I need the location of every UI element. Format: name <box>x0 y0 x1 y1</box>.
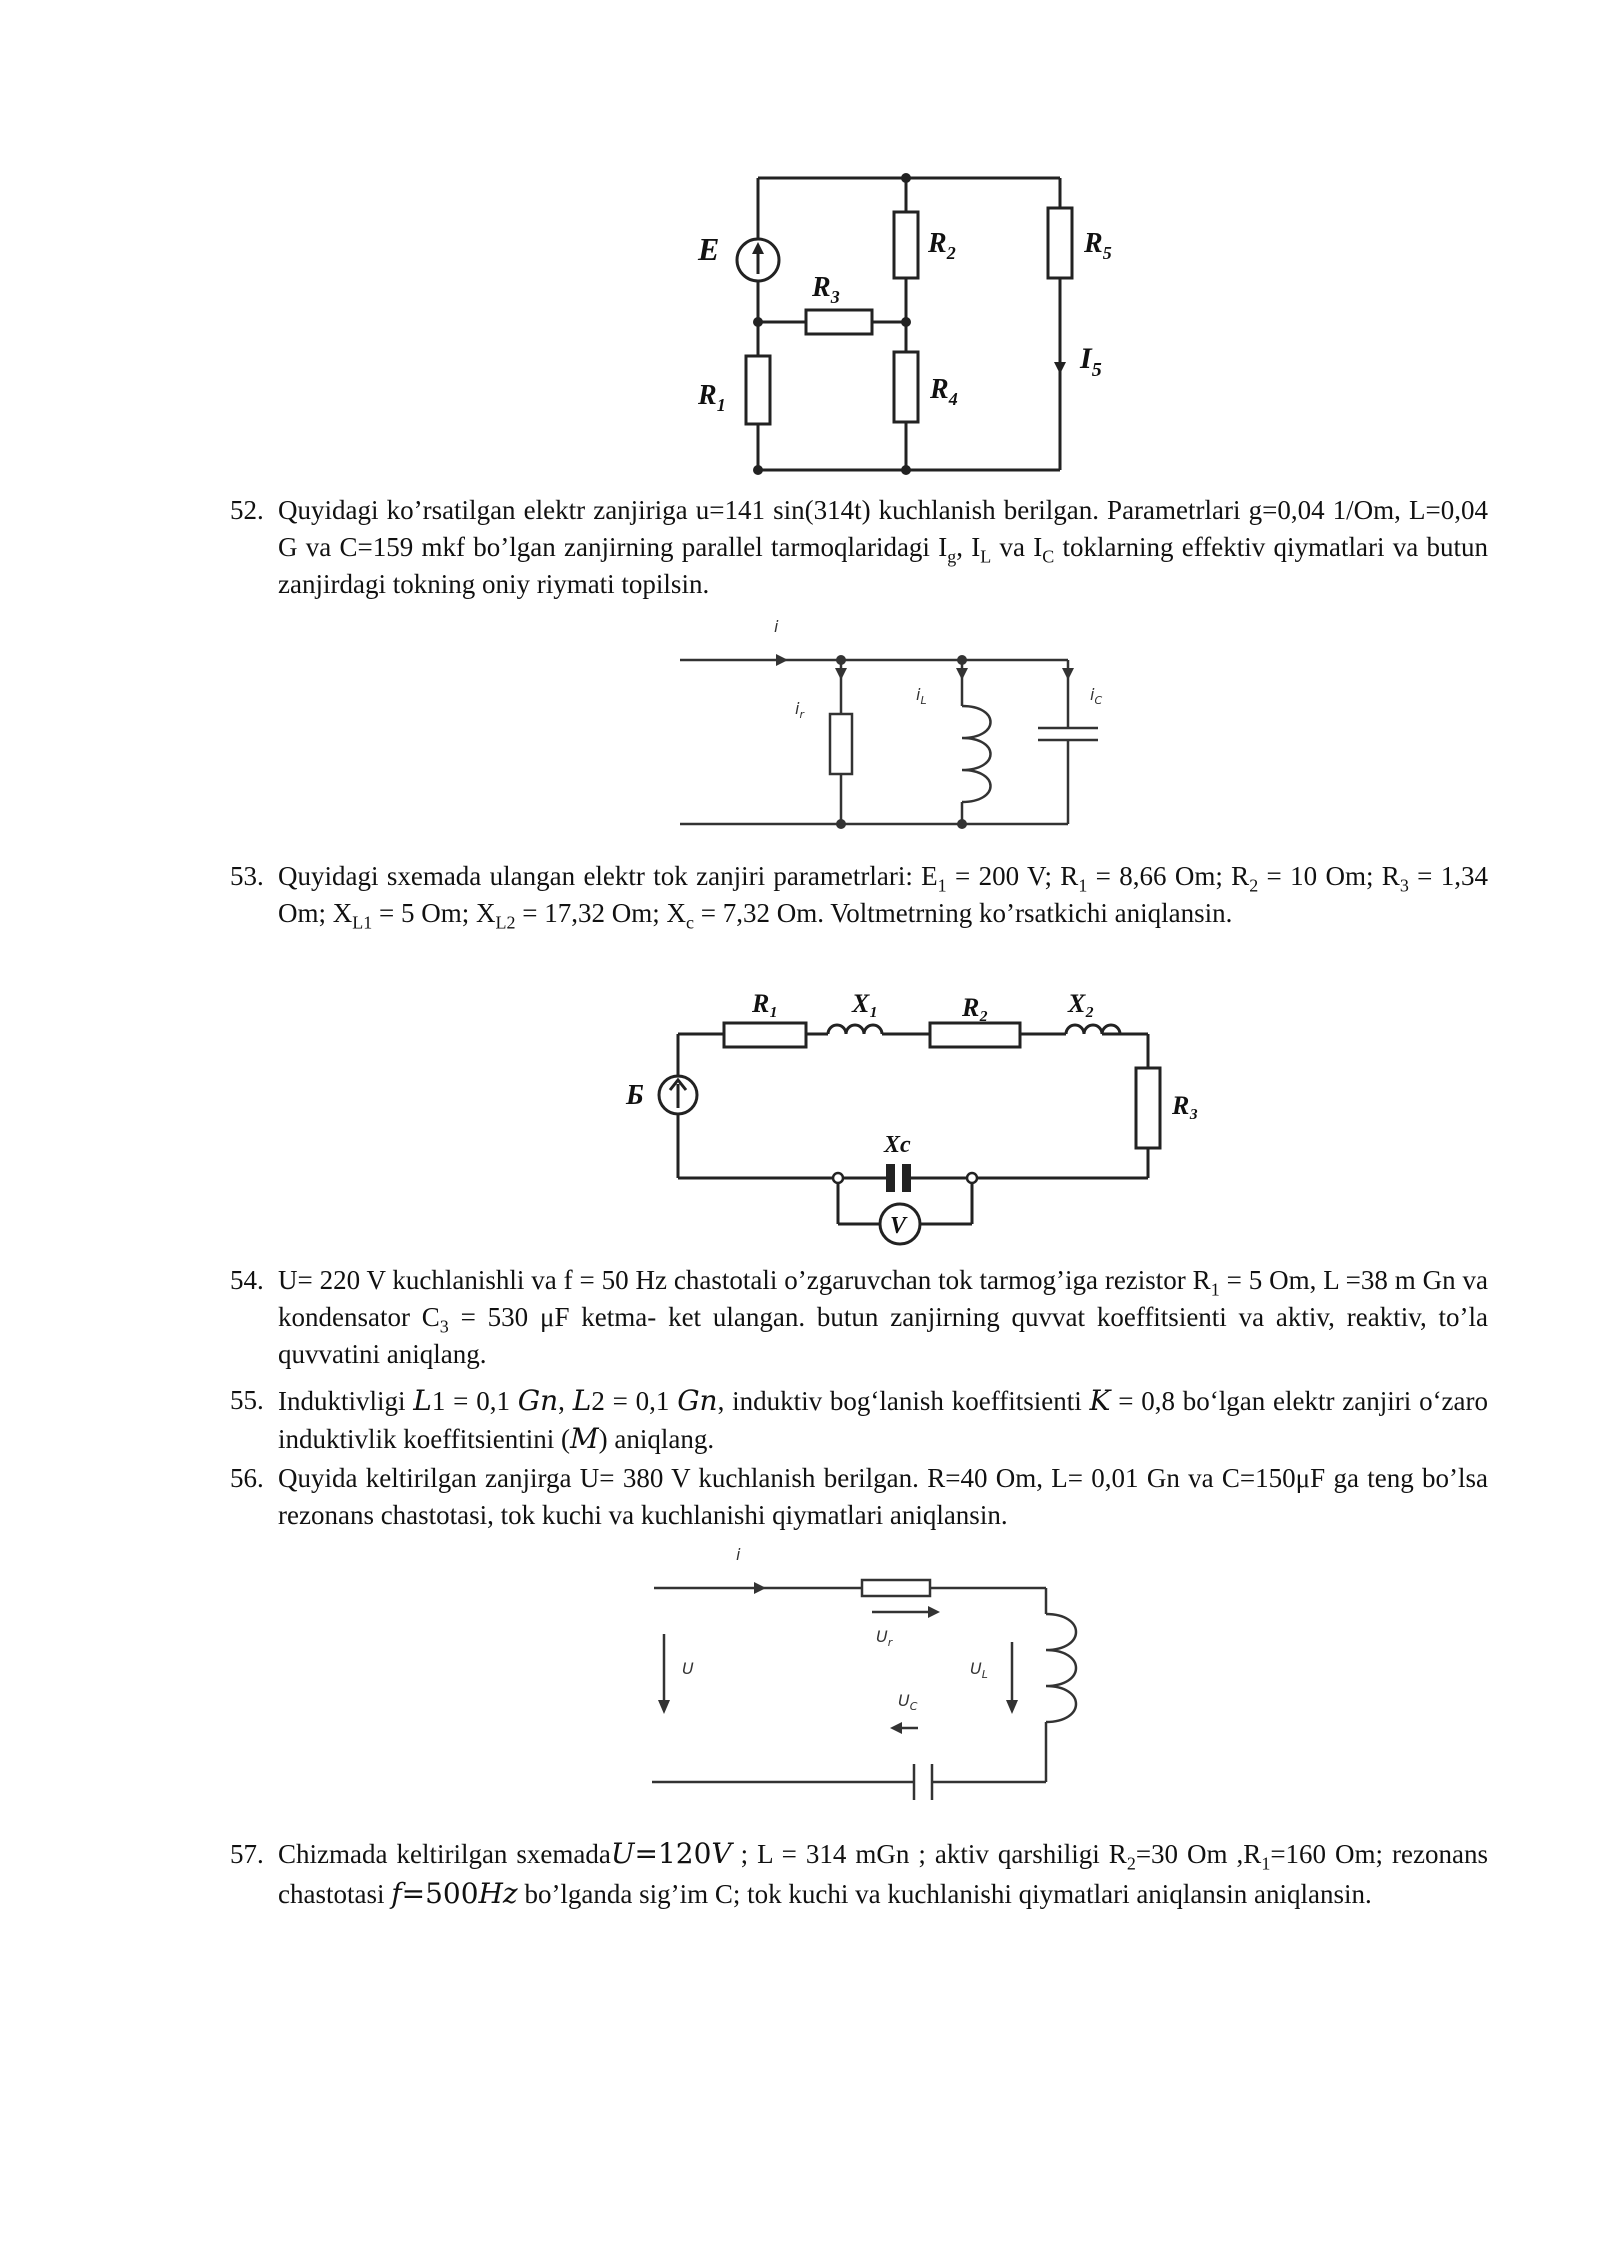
resistor-r3 <box>806 310 872 334</box>
problem-text: Induktivligi L1 = 0,1 Gn, L2 = 0,1 Gn, induktiv bog‘lanish koeffitsienti K = 0,8 bo‘lgan elektr zanjiri o‘zaro induktivlik koeffitsientini (M) aniqlang. <box>278 1384 1489 1455</box>
label-voltmeter: V <box>890 1213 907 1239</box>
label-r2: $R_2$ <box>928 228 956 263</box>
label-r3: $R_3$ <box>812 272 840 307</box>
label-e: E <box>698 231 720 267</box>
problem-55 <box>230 1382 1488 1458</box>
problem-text: U= 220 V kuchlanishli va f = 50 Hz chastotali o’zgaruvchan tok tarmog’iga rezistor $R_1 = 5$ Om, L =38 m Gn va kondensator $C_3 = 530$ μF ketma- ket ulangan. butun zanjirning quvvat koeffitsienti va aktiv, reaktiv, to’la quvvatini aniqlang. <box>278 1265 1488 1369</box>
problem-text: Chizmada keltirilgan sxemadaU=120V ; L = 314 mGn ; aktiv qarshiligi $R_2=30$ Om $,R_1=160$ Om; rezonans chastotasi f=500Hz bo’lganda sig’im C; tok kuchi va kuchlanishi qiymatlari aniqlansin aniqlansin. <box>278 1837 1488 1910</box>
problem-52 <box>230 492 1488 603</box>
problem-57 <box>230 1834 1488 1914</box>
problem-54 <box>230 1262 1488 1373</box>
label-source: Б <box>626 1080 644 1111</box>
resistor-r5 <box>1048 208 1072 278</box>
label-ir: $i_r$ <box>795 699 804 721</box>
label-r2: R₂ <box>962 993 989 1022</box>
resistor-g <box>830 714 852 774</box>
circuit-figure-2 <box>670 610 1140 840</box>
problem-53 <box>230 858 1488 932</box>
label-r1: $R_1$ <box>698 380 726 415</box>
problem-text: Quyidagi sxemada ulangan elektr tok zanjiri parametrlari: $E_1 = 200$ V; $R_1 = 8,66$ Om; $R_2 = 10$ Om; $R_3 = 1,34$ Om; $X_{L1} = 5$ Om; $X_{L2} = 17,32$ Om; $X_c = 7,32$ Om. Voltmetrning ko’rsatkichi aniqlansin. <box>278 861 1488 933</box>
label-il: $i_L$ <box>916 685 927 707</box>
circuit-figure-3 <box>620 990 1220 1260</box>
label-r3: R₃ <box>1172 1091 1199 1120</box>
label-ul: $U_L$ <box>970 1659 988 1681</box>
problem-number: 53. <box>230 861 264 891</box>
circuit-figure-4 <box>640 1542 1100 1822</box>
problem-number: 52. <box>230 495 264 525</box>
problem-number: 56. <box>230 1463 264 1493</box>
problem-number: 55. <box>230 1385 264 1415</box>
problem-text: Quyida keltirilgan zanjirga U= 380 V kuchlanish berilgan. R=40 Om, L= 0,01 Gn va C=150μF ga teng bo’lsa rezonans chastotasi, tok kuchi va kuchlanishi qiymatlari aniqlansin. <box>278 1463 1488 1530</box>
label-r1: R₁ <box>752 989 779 1018</box>
label-r4: $R_4$ <box>930 374 958 409</box>
resistor-r3 <box>1136 1068 1160 1148</box>
resistor-r1 <box>746 356 770 424</box>
resistor-r1 <box>724 1023 806 1047</box>
current-arrow-icon <box>1054 362 1066 374</box>
label-i: i <box>774 617 779 636</box>
label-ic: $i_C$ <box>1090 685 1103 707</box>
problem-56 <box>230 1460 1488 1534</box>
label-r5: $R_5$ <box>1084 228 1112 263</box>
problem-number: 57. <box>230 1839 264 1869</box>
circuit-figure-1 <box>660 160 1180 490</box>
label-i5: $I_5$ <box>1080 342 1102 381</box>
label-uc: $U_C$ <box>898 1691 918 1713</box>
resistor-r <box>862 1580 930 1596</box>
label-xl1: X₁ <box>852 989 879 1018</box>
problem-number: 54. <box>230 1265 264 1295</box>
label-i: i <box>736 1545 741 1564</box>
resistor-r4 <box>894 352 918 422</box>
label-ur: $U_r$ <box>876 1627 893 1649</box>
problem-text: Quyidagi ko’rsatilgan elektr zanjiriga u=141 sin(314t) kuchlanish berilgan. Parametrlari g=0,04 1/Om, L=0,04 G va C=159 mkf bo’lgan zanjirning parallel tarmoqlaridagi $I_g$, $I_L$ va $I_C$ toklarning effektiv qiymatlari va butun zanjirdagi tokning oniy riymati topilsin. <box>278 495 1488 599</box>
label-u: U <box>682 1659 694 1678</box>
label-xc: Xc <box>884 1132 911 1158</box>
resistor-r2 <box>930 1023 1020 1047</box>
resistor-r2 <box>894 212 918 278</box>
label-xl2: X₂ <box>1068 989 1095 1018</box>
